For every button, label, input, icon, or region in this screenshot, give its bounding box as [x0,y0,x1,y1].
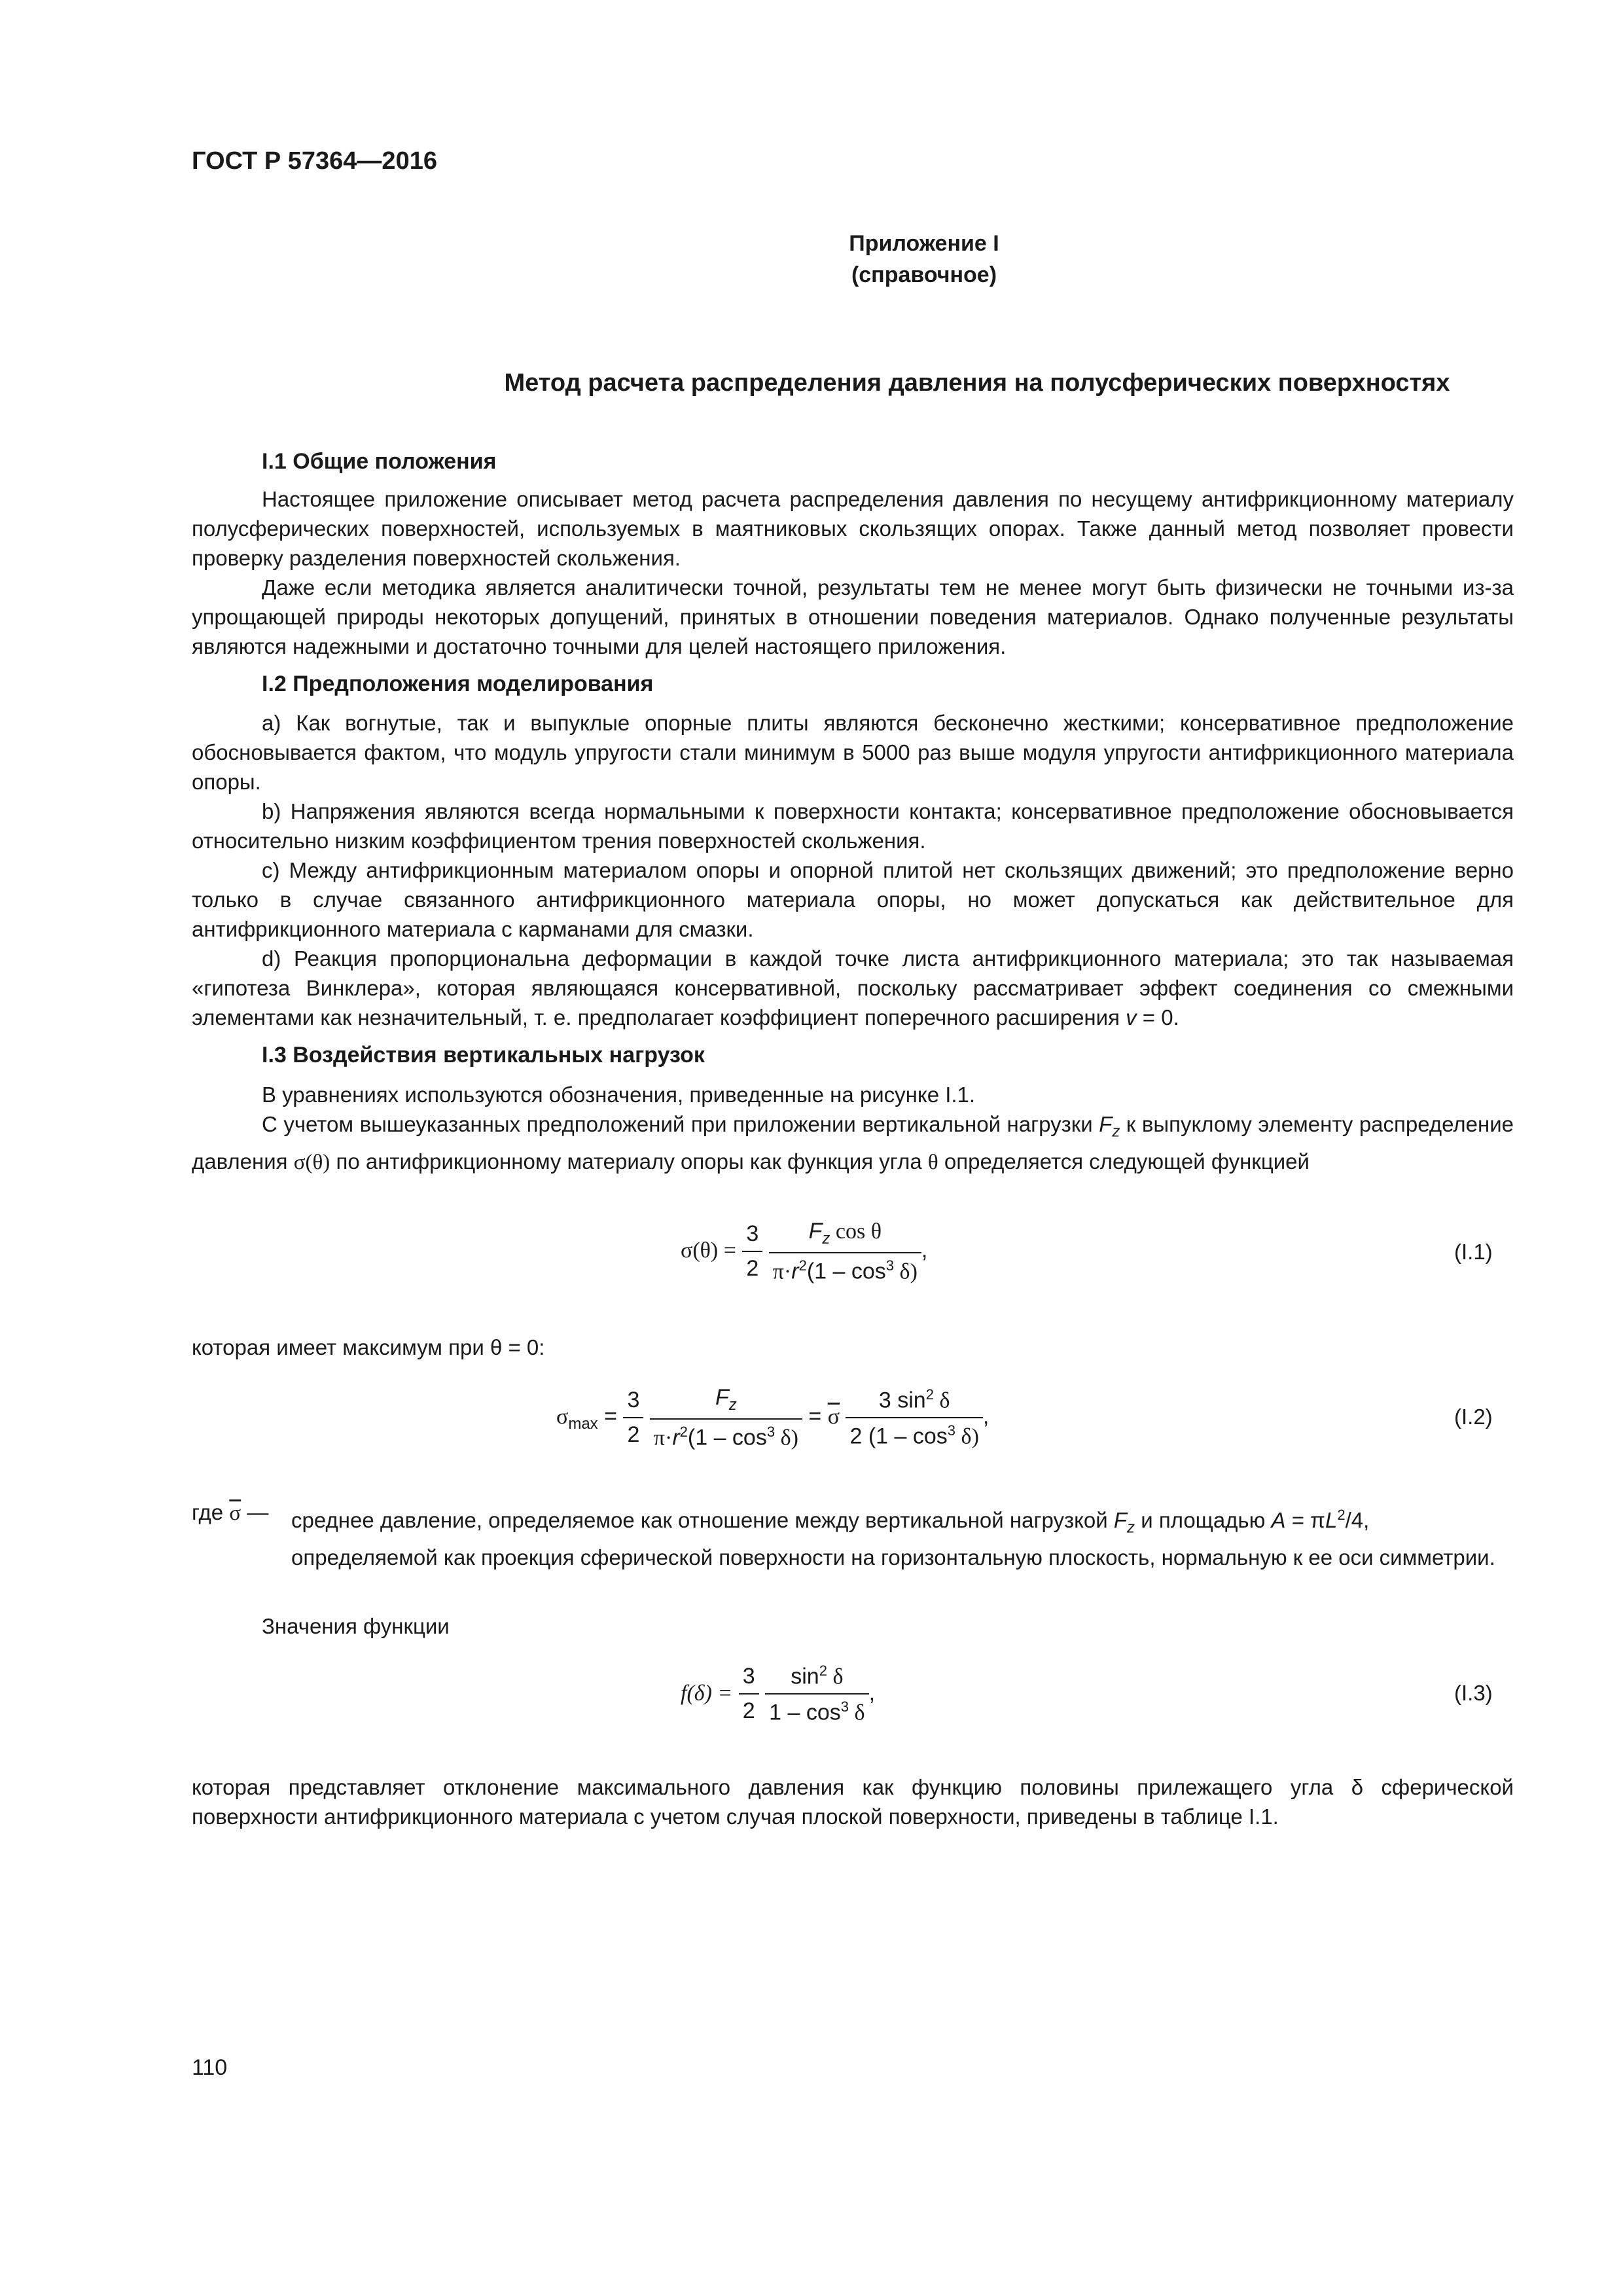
eq2-tail: , [982,1404,990,1429]
eq2-den-c: δ) [775,1426,798,1450]
where-def-a: среднее давление, определяемое как отношение между вертикальной нагрузкой [291,1508,1108,1532]
equation-2-number: (I.2) [1454,1405,1493,1429]
assumption-c: c) Между антифрикционным материалом опоры и опорной плитой нет скользящих движений; это предположение верно только в случае связанного антифрикционного материала опоры, но может допускаться как действительное для антифрикционного материала с карманами для смазки. [192,858,1514,941]
after-equation-1: которая имеет максимум при θ = 0: [192,1335,545,1359]
eq1-tail: , [921,1238,928,1263]
appendix-type: (справочное) [851,262,997,287]
assumption-d-tail: = 0. [1142,1005,1179,1030]
eq1-z: z [822,1229,830,1247]
eq2-delta-num: δ [933,1388,950,1413]
eq1-F: F [808,1219,823,1244]
eq1-r: r [791,1259,799,1284]
eq2-den-1 [650,1418,802,1450]
eq2-coef-den: 2 [623,1417,643,1448]
eq2-r: r [672,1425,680,1450]
where-def-b: и площадью [1141,1508,1266,1532]
eq2-sin-exp: 2 [925,1386,934,1403]
eq3-coefficient [739,1664,759,1724]
eq2-num-1 [650,1385,802,1418]
p2-theta: θ [927,1150,938,1174]
equation-3-number: (I.3) [1454,1681,1493,1705]
section-3-paragraph-2 [192,1109,1514,1177]
eq1-numerator [769,1219,921,1252]
where-term [192,1500,268,1526]
eq2-max: max [568,1414,598,1433]
where-definition [291,1500,1514,1572]
eq3-delta-num: δ [827,1664,844,1689]
eq1-den-c: δ) [894,1259,918,1284]
eq2-sigma: σ [556,1405,569,1429]
assumption-d-var: v [1126,1005,1137,1030]
eq3-fraction [765,1662,868,1726]
eq2-den-2 [846,1417,982,1449]
eq3-lhs: f(δ) = [681,1681,733,1706]
page-number: 110 [192,2055,228,2080]
where-dash: — [247,1500,269,1524]
p2-text-b: к выпуклому элементу распределение давления [192,1112,1514,1174]
equation-1-number: (I.1) [1454,1240,1493,1264]
eq3-tail: , [868,1680,876,1706]
eq2-den-2-b: δ) [955,1424,979,1449]
eq3-den-a: 1 – cos [769,1700,841,1725]
section-1-paragraph-2: Даже если методика является аналитически точной, результаты тем не менее могут быть физически не точными из-за упрощающей природы некоторых допущений, принятых в отношении поведения материалов. Однако полученные результаты являются надежными и достаточно точными для целей настоящего приложения. [192,575,1514,658]
eq2-coef-num: 3 [627,1388,640,1413]
eq3-sin: sin [791,1664,819,1689]
eq3-coef-num: 3 [742,1664,755,1689]
equation-2 [556,1385,989,1450]
where-def-d: определяемой как проекция сферической поверхности на горизонтальную плоскость, нормальную к ее оси симметрии. [291,1545,1495,1570]
eq1-denominator [769,1252,921,1284]
assumption-d [192,944,1514,1032]
eq2-equals: = [604,1404,617,1429]
eq1-coef-num: 3 [746,1221,759,1247]
where-sigma: $\overline{\sigma}$ [229,1501,241,1525]
eq2-mean-sigma: $\overline{\sigma}$ [827,1405,840,1429]
eq2-den-2-a: 2 (1 – cos [849,1424,948,1449]
where-A: A [1271,1508,1286,1532]
assumption-a: a) Как вогнутые, так и выпуклые опорные плиты являются бесконечно жесткими; консервативное предположение обосновывается фактом, что модуль упругости стали минимум в 5000 раз выше модуля упругости антифрикционного материала опоры. [192,711,1514,794]
eq1-coefficient [742,1221,762,1282]
eq1-fraction [769,1219,921,1284]
eq2-r-exp: 2 [679,1423,688,1440]
eq3-sin-exp: 2 [819,1662,827,1679]
eq1-coef-den: 2 [742,1251,762,1282]
values-function-label: Значения функции [262,1614,450,1638]
eq1-r-exp: 2 [798,1257,807,1274]
where-L-exp: 2 [1337,1507,1346,1523]
eq1-cos-exp: 3 [885,1257,895,1274]
p2-text-d: определяется следующей функцией [944,1149,1310,1174]
eq2-pi: π· [653,1426,673,1450]
eq2-sin: 3 sin [878,1388,926,1413]
eq2-fraction-2 [846,1386,982,1450]
eq3-numerator [765,1662,868,1693]
eq2-mid-equals: = [808,1404,822,1429]
assumption-b: b) Напряжения являются всегда нормальными к поверхности контакта; консервативное предположение обосновывается относительно низким коэффициентом трения поверхностей скольжения. [192,799,1514,853]
eq2-num-2 [846,1386,982,1417]
p2-sigma-theta: σ(θ) [293,1150,330,1174]
assumption-d-text: d) Реакция пропорциональна деформации в каждой точке листа антифрикционного материала; это так называемая «гипотеза Винклера», которая являющаяся консервативной, поскольку рассматривает эффект соединения со смежными элементами как незначительный, т. е. предполагает коэффициент поперечного расширения [192,946,1514,1030]
eq2-z: z [728,1395,737,1414]
eq2-cos-exp: 3 [766,1423,776,1440]
eq2-fraction-1 [650,1385,802,1450]
section-3-heading: I.3 Воздействия вертикальных нагрузок [262,1043,705,1067]
section-3-paragraph-1: В уравнениях используются обозначения, приведенные на рисунке I.1. [262,1083,976,1107]
equation-1 [681,1219,927,1284]
appendix-heading [0,228,1623,291]
eq1-pi: π· [772,1259,792,1284]
equation-3 [681,1662,875,1726]
eq1-lhs: σ(θ) = [681,1238,736,1263]
section-2-heading: I.2 Предположения моделирования [262,672,654,696]
p2-force-subscript: z [1112,1122,1120,1141]
eq1-den-b: (1 – cos [806,1259,886,1284]
appendix-label: Приложение I [849,231,999,256]
appendix-title: Метод расчета распределения давления на полусферических поверхностях [504,369,1450,397]
where-eq: = π [1285,1508,1325,1532]
p2-text-a: С учетом вышеуказанных предположений при приложении вертикальной нагрузки [262,1112,1093,1136]
where-F: F [1113,1508,1128,1532]
where-label: где [192,1500,224,1524]
eq2-den-2-exp: 3 [947,1422,956,1439]
final-paragraph: которая представляет отклонение максимального давления как функцию половины прилежащего угла δ сферической поверхности антифрикционного материала с учетом случая плоской поверхности, приведены в таблице I.1. [192,1775,1514,1829]
eq2-coefficient [623,1388,643,1448]
section-1-heading: I.1 Общие положения [262,449,497,474]
eq3-denominator [765,1693,868,1725]
eq1-cos-theta: cos θ [830,1219,882,1244]
where-def-c: /4, [1345,1508,1370,1532]
eq2-F: F [715,1385,729,1410]
eq3-den-exp: 3 [840,1698,849,1715]
p2-text-c: по антифрикционному материалу опоры как функция угла [336,1149,922,1174]
where-L: L [1325,1508,1338,1532]
p2-force-symbol: F [1099,1112,1113,1136]
eq3-den-b: δ [849,1700,865,1725]
eq2-den-b: (1 – cos [687,1425,767,1450]
section-1-paragraph-1: Настоящее приложение описывает метод расчета распределения давления по несущему антифрикционному материалу полусферических поверхностей, используемых в маятниковых скользящих опорах. Также данный метод позволяет провести проверку разделения поверхностей скольжения. [192,487,1514,570]
document-code: ГОСТ Р 57364—2016 [192,147,437,175]
where-z: z [1127,1518,1135,1537]
eq3-coef-den: 2 [739,1693,759,1724]
